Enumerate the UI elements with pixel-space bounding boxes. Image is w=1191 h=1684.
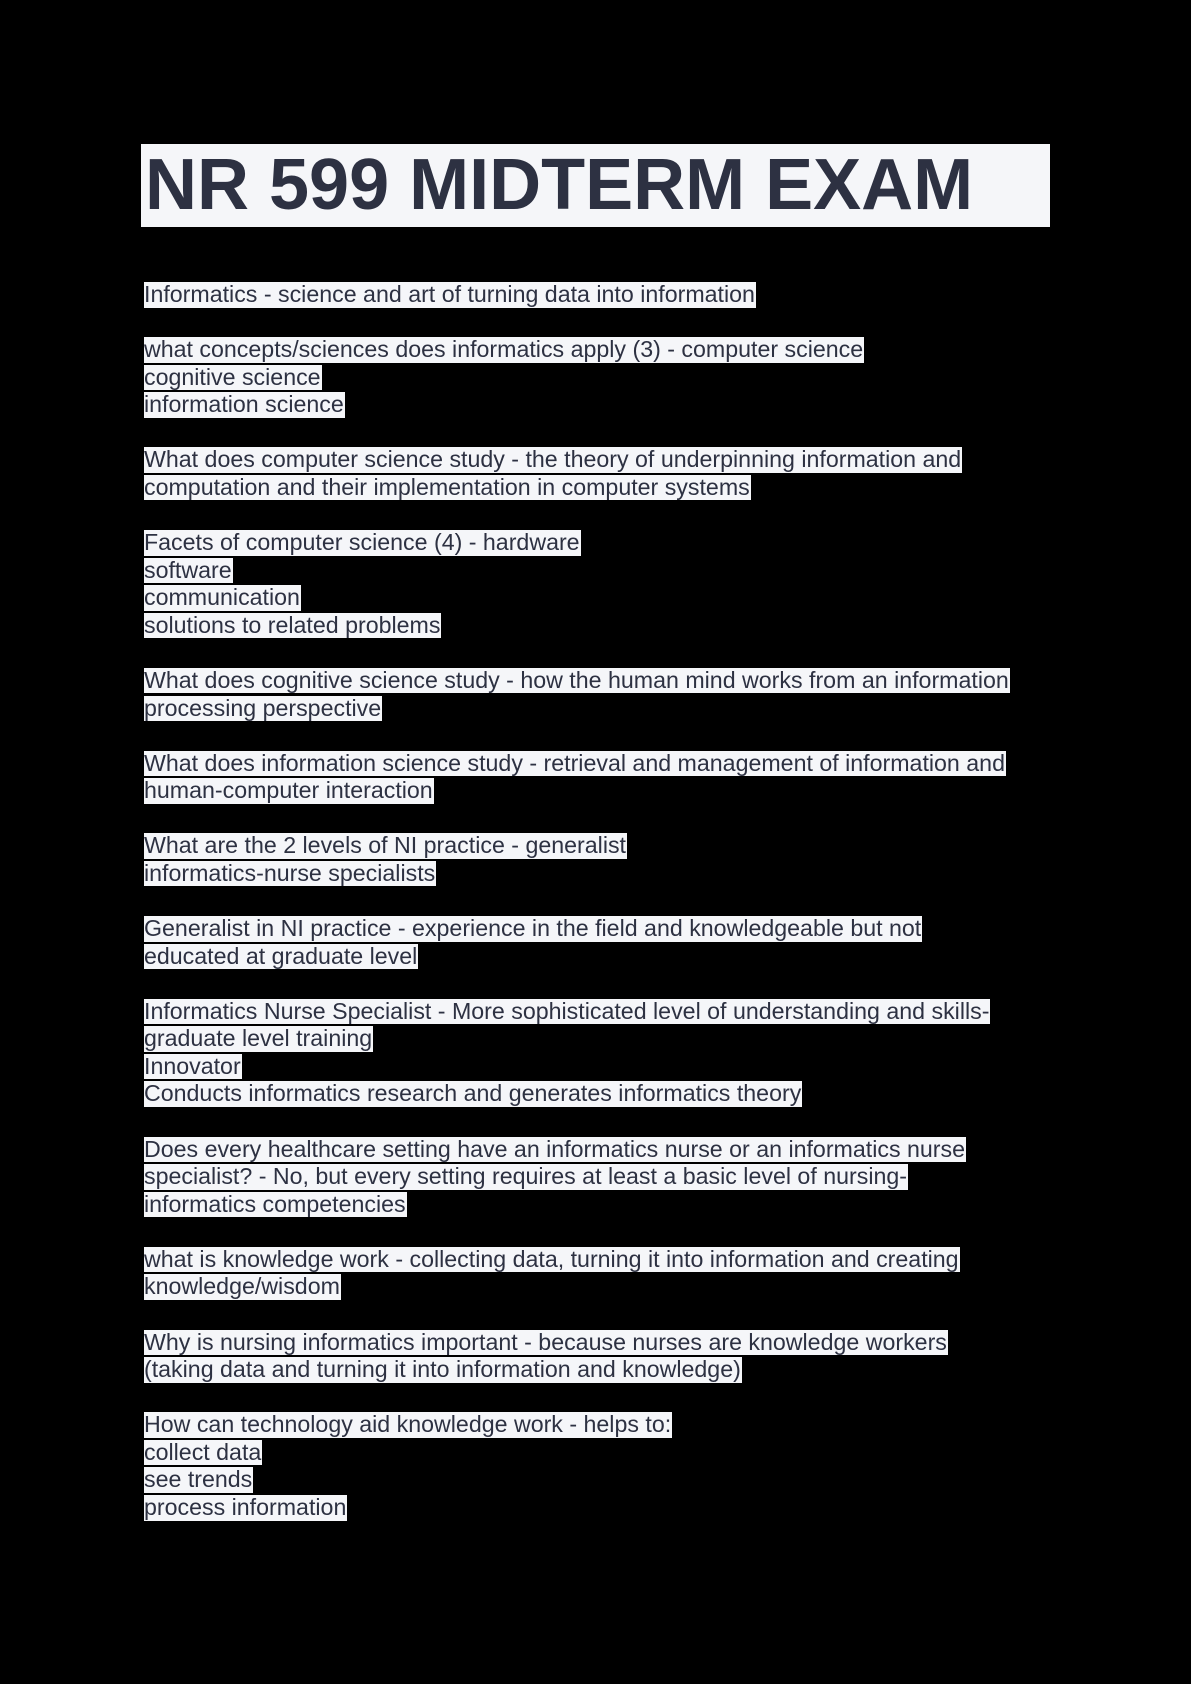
qa-entry	[144, 1247, 1044, 1302]
line-text: collect data	[144, 1438, 262, 1465]
qa-entry	[144, 999, 1044, 1109]
line-text: cognitive science	[144, 363, 321, 390]
qa-list	[144, 282, 1044, 1550]
text-line	[144, 668, 1044, 696]
qa-entry	[144, 1137, 1044, 1220]
qa-entry	[144, 833, 1044, 888]
text-line	[144, 696, 1044, 724]
text-line	[144, 944, 1044, 972]
text-line	[144, 999, 1044, 1027]
line-text: What does information science study - retrieval and management of information and	[144, 749, 1005, 776]
line-text: What are the 2 levels of NI practice - generalist	[144, 832, 627, 859]
text-line	[144, 1330, 1044, 1358]
text-line	[144, 1274, 1044, 1302]
line-text: Informatics Nurse Specialist - More sophisticated level of understanding and skills-	[144, 997, 990, 1024]
qa-entry	[144, 530, 1044, 640]
line-text: What does cognitive science study - how the human mind works from an information	[144, 666, 1009, 693]
text-line	[144, 475, 1044, 503]
text-line	[144, 916, 1044, 944]
text-line	[144, 365, 1044, 393]
line-text: informatics-nurse specialists	[144, 859, 436, 886]
line-text: (taking data and turning it into information and knowledge)	[144, 1356, 741, 1383]
text-line	[144, 778, 1044, 806]
text-line	[144, 613, 1044, 641]
line-text: what is knowledge work - collecting data, turning it into information and creating	[144, 1245, 959, 1272]
qa-entry	[144, 1330, 1044, 1385]
text-line	[144, 1081, 1044, 1109]
qa-entry	[144, 447, 1044, 502]
line-text: human-computer interaction	[144, 777, 433, 804]
line-text: Generalist in NI practice - experience in the field and knowledgeable but not	[144, 915, 922, 941]
line-text: processing perspective	[144, 694, 382, 721]
line-text: Does every healthcare setting have an informatics nurse or an informatics nurse	[144, 1135, 965, 1162]
text-line	[144, 833, 1044, 861]
text-line	[144, 1192, 1044, 1220]
text-line	[144, 1357, 1044, 1385]
text-line	[144, 337, 1044, 365]
text-line	[144, 1247, 1044, 1275]
text-line	[144, 861, 1044, 889]
text-line	[144, 1440, 1044, 1468]
line-text: How can technology aid knowledge work - helps to:	[144, 1411, 672, 1438]
qa-entry	[144, 337, 1044, 420]
line-text: knowledge/wisdom	[144, 1273, 340, 1300]
line-text: graduate level training	[144, 1025, 373, 1052]
text-line	[144, 1137, 1044, 1165]
line-text: What does computer science study - the theory of underpinning information and	[144, 446, 962, 473]
text-line	[144, 585, 1044, 613]
line-text: educated at graduate level	[144, 942, 418, 969]
line-text: what concepts/sciences does informatics apply (3) - computer science	[144, 336, 864, 363]
line-text: Conducts informatics research and generates informatics theory	[144, 1080, 802, 1107]
line-text: information science	[144, 391, 344, 418]
text-line	[144, 530, 1044, 558]
text-line	[144, 1495, 1044, 1523]
text-line	[144, 751, 1044, 779]
text-line	[144, 1054, 1044, 1082]
line-text: communication	[144, 584, 300, 611]
page-title: NR 599 MIDTERM EXAM	[145, 145, 974, 225]
line-text: informatics competencies	[144, 1190, 406, 1217]
text-line	[144, 392, 1044, 420]
qa-entry	[144, 916, 1044, 971]
line-text: software	[144, 556, 232, 583]
line-text: computation and their implementation in computer systems	[144, 473, 750, 500]
line-text: process information	[144, 1494, 347, 1520]
line-text: specialist? - No, but every setting requires at least a basic level of nursing-	[144, 1163, 907, 1190]
line-text: Facets of computer science (4) - hardware	[144, 529, 580, 556]
line-text: see trends	[144, 1466, 253, 1493]
qa-entry	[144, 751, 1044, 806]
line-text: solutions to related problems	[144, 611, 441, 638]
text-line	[144, 1467, 1044, 1495]
line-text: Why is nursing informatics important - because nurses are knowledge workers	[144, 1328, 947, 1355]
title-banner	[141, 144, 1050, 227]
qa-entry	[144, 282, 1044, 310]
text-line	[144, 447, 1044, 475]
line-text: Informatics - science and art of turning data into information	[144, 281, 755, 307]
text-line	[144, 1164, 1044, 1192]
text-line	[144, 558, 1044, 586]
text-line	[144, 1412, 1044, 1440]
text-line	[144, 1026, 1044, 1054]
qa-entry	[144, 668, 1044, 723]
text-line	[144, 282, 1044, 310]
qa-entry	[144, 1412, 1044, 1522]
line-text: Innovator	[144, 1052, 241, 1079]
